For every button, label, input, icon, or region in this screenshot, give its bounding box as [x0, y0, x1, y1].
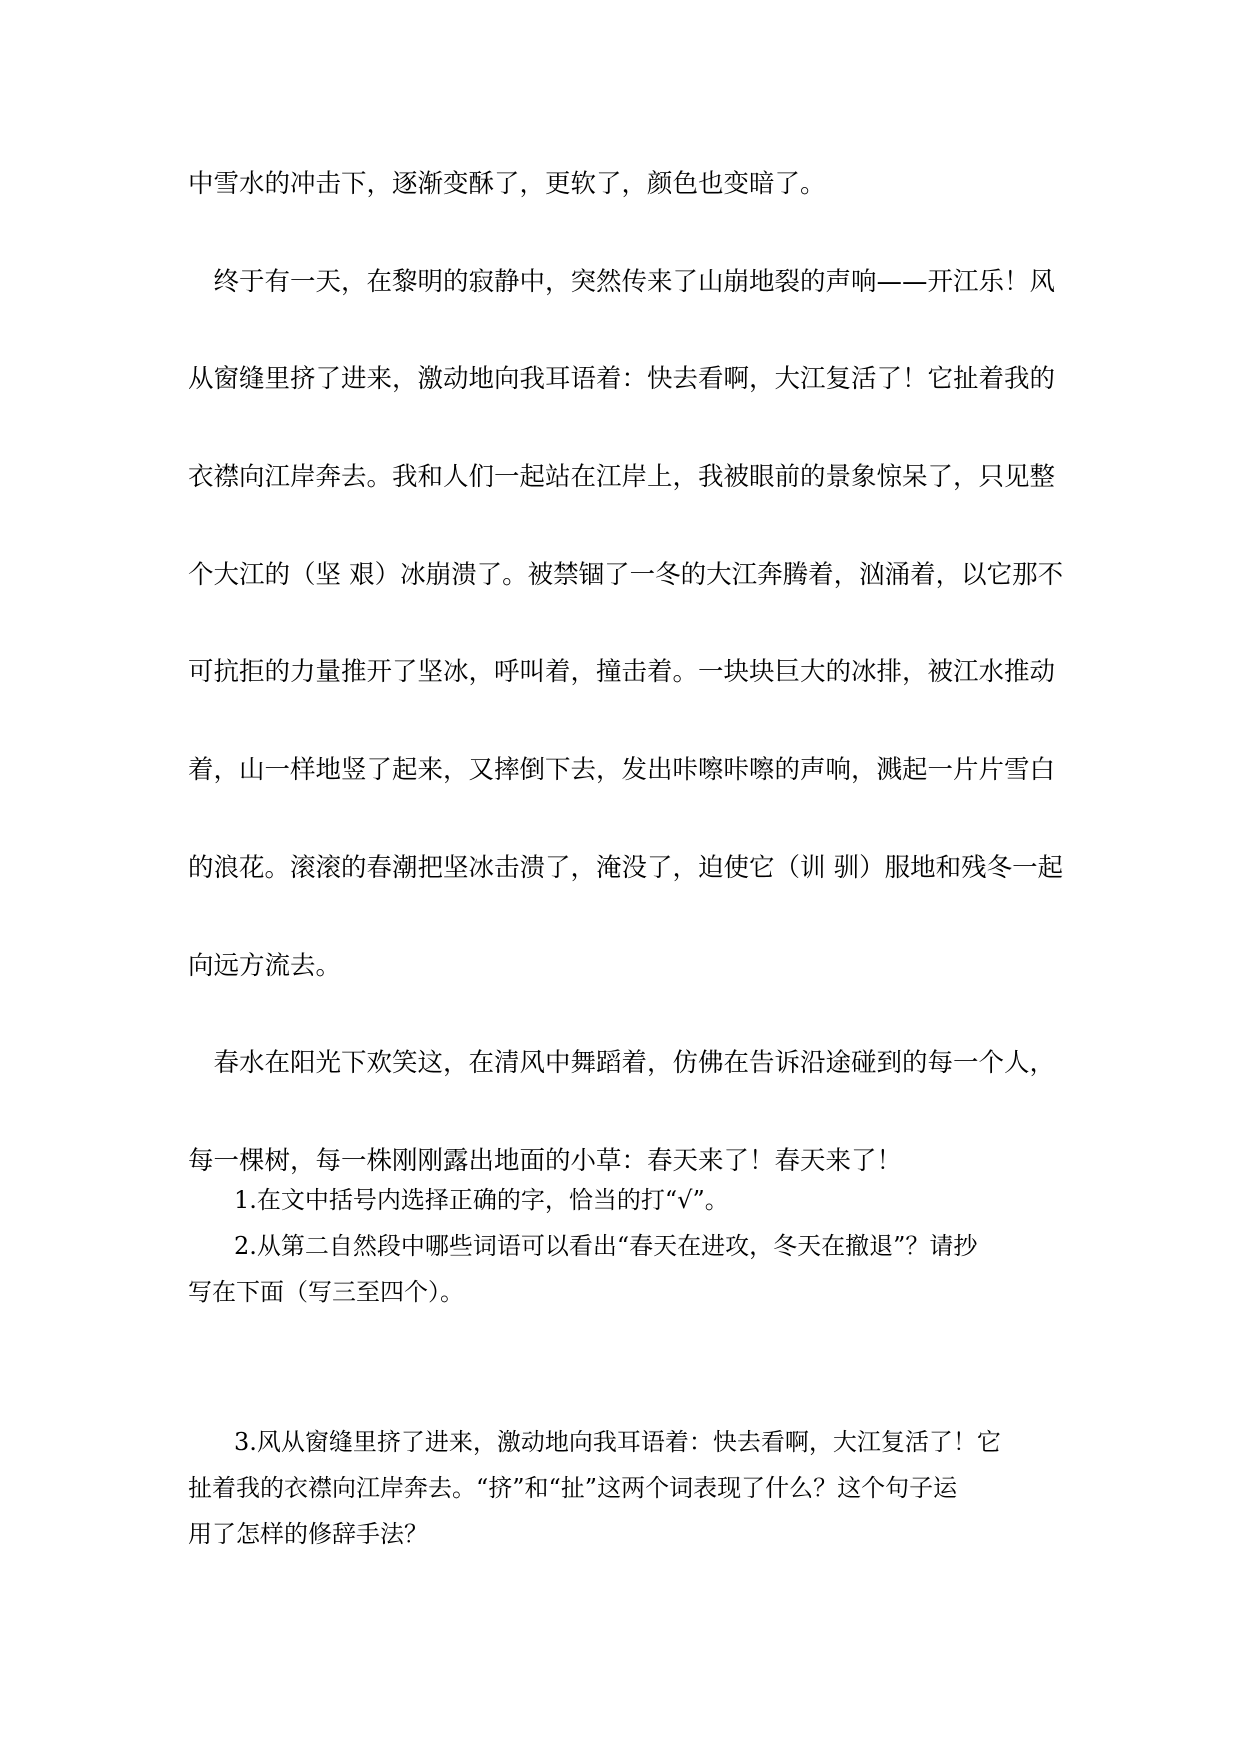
passage-line: 向远方流去。: [188, 950, 342, 981]
passage-line: 可抗拒的力量推开了坚冰，呼叫着，撞击着。一块块巨大的冰排，被江水推动: [188, 657, 1056, 688]
passage-line: 终于有一天，在黎明的寂静中，突然传来了山崩地裂的声响——开江乐！风: [188, 266, 1056, 297]
question-1: 1.在文中括号内选择正确的字，恰当的打“√”。: [234, 1186, 729, 1214]
passage-line: 每一棵树，每一株刚刚露出地面的小草：春天来了！春天来了！: [188, 1145, 903, 1176]
passage-line: 的浪花。滚滚的春潮把坚冰击溃了，淹没了，迫使它（训 驯）服地和残冬一起: [188, 852, 1064, 883]
question-2-line-2: 写在下面（写三至四个）。: [188, 1278, 464, 1306]
passage-line: 衣襟向江岸奔去。我和人们一起站在江岸上，我被眼前的景象惊呆了，只见整: [188, 462, 1056, 493]
passage-line: 中雪水的冲击下，逐渐变酥了，更软了，颜色也变暗了。: [188, 169, 826, 199]
question-3-line-2: 扯着我的衣襟向江岸奔去。“挤”和“扯”这两个词表现了什么？这个句子运: [188, 1474, 958, 1502]
passage-text: [188, 170, 1068, 1197]
answer-space: [188, 1315, 1068, 1419]
question-list: [188, 1177, 1068, 1557]
question-2-line-1: 2.从第二自然段中哪些词语可以看出“春天在进攻，冬天在撤退”？请抄: [234, 1232, 978, 1260]
passage-line: 春水在阳光下欢笑这，在清风中舞蹈着，仿佛在告诉沿途碰到的每一个人，: [188, 1048, 1056, 1079]
question-3-line-1: 3.风从窗缝里挤了进来，激动地向我耳语着：快去看啊，大江复活了！它: [234, 1428, 1001, 1456]
passage-line: 从窗缝里挤了进来，激动地向我耳语着：快去看啊，大江复活了！它扯着我的: [188, 364, 1056, 395]
question-3-line-3: 用了怎样的修辞手法？: [188, 1520, 428, 1548]
passage-line: 个大江的（坚 艰）冰崩溃了。被禁锢了一冬的大江奔腾着，汹涌着，以它那不: [188, 559, 1064, 590]
passage-line: 着，山一样地竖了起来，又摔倒下去，发出咔嚓咔嚓的声响，溅起一片片雪白: [188, 755, 1056, 786]
